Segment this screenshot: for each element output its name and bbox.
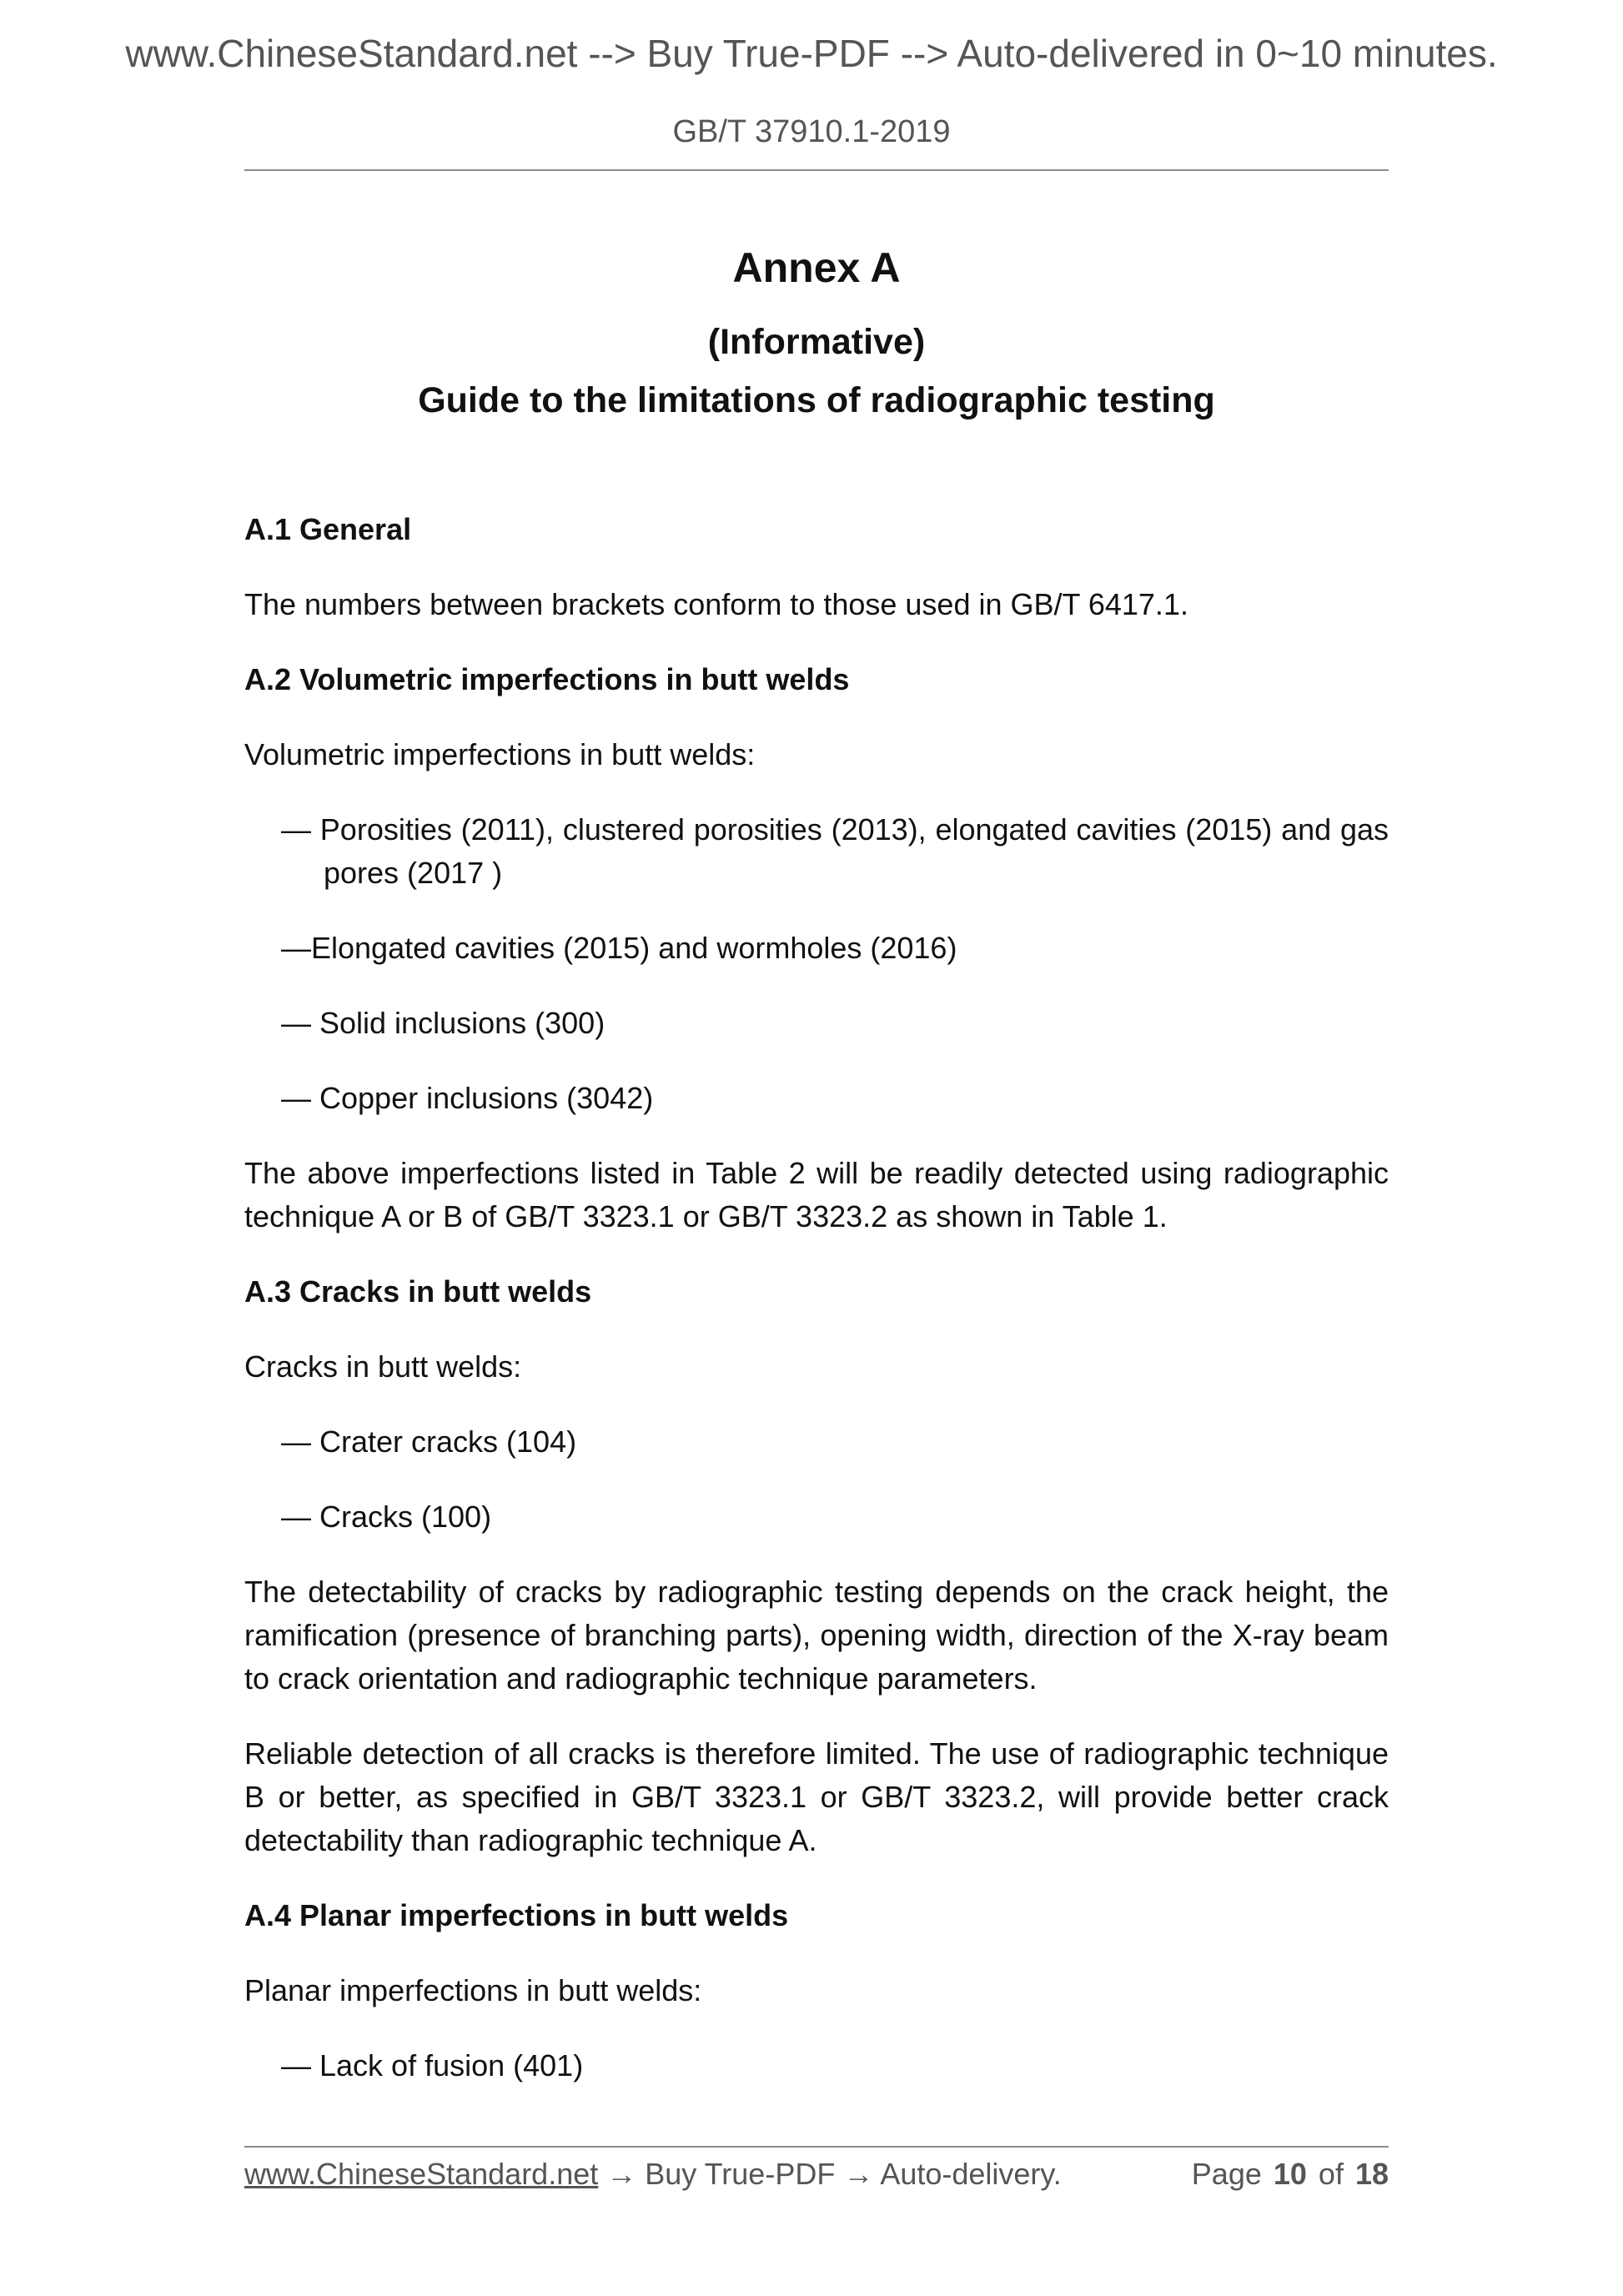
content bbox=[244, 508, 1389, 2088]
list-item: — Crater cracks (104) bbox=[281, 1424, 577, 1459]
annex-subtitle: Guide to the limitations of radiographic testing bbox=[418, 379, 1215, 420]
page-indicator bbox=[1192, 2156, 1389, 2192]
section-heading: A.1 General bbox=[244, 511, 412, 546]
doc-number: GB/T 37910.1-2019 bbox=[672, 113, 951, 149]
paragraph: The detectability of cracks by radiographic testing depends on the crack height, the ramification (presence of branching parts), opening width, direction of the X-ray beam to crack orientation and radiographic technique parameters. bbox=[244, 1574, 1389, 1696]
paragraph: The above imperfections listed in Table 2 will be readily detected using radiographic technique A or B of GB/T 3323.1 or GB/T 3323.2 as shown in Table 1. bbox=[244, 1155, 1389, 1233]
section-heading: A.3 Cracks in butt welds bbox=[244, 1274, 592, 1309]
footer-row bbox=[244, 2156, 1389, 2192]
annex-title: Annex A bbox=[732, 244, 901, 291]
footer bbox=[244, 2146, 1389, 2192]
footer-site-link[interactable]: www.ChineseStandard.net bbox=[244, 2157, 599, 2191]
list-item: —Elongated cavities (2015) and wormholes (2016) bbox=[281, 930, 957, 965]
page-total-number: 18 bbox=[1354, 2157, 1389, 2191]
page-label: Page bbox=[1191, 2157, 1262, 2191]
section-heading: A.2 Volumetric imperfections in butt welds bbox=[244, 661, 850, 696]
header-tagline: www.ChineseStandard.net --> Buy True-PDF --> Auto-delivered in 0~10 minutes. bbox=[125, 32, 1498, 75]
page-current-number: 10 bbox=[1273, 2157, 1307, 2191]
list-item: — Lack of fusion (401) bbox=[281, 2047, 584, 2082]
list-item: — Copper inclusions (3042) bbox=[281, 1080, 654, 1115]
footer-tagline: → Buy True-PDF → Auto-delivery. bbox=[598, 2157, 1062, 2191]
paragraph: Planar imperfections in butt welds: bbox=[244, 1972, 702, 2007]
footer-left bbox=[244, 2156, 1062, 2192]
list-item: — Cracks (100) bbox=[281, 1499, 492, 1534]
paragraph: Reliable detection of all cracks is therefore limited. The use of radiographic technique B or better, as specified in GB/T 3323.1 or GB/T 3323.2, will provide better crack detectability than radiographic technique A. bbox=[244, 1736, 1389, 1857]
list-item: — Porosities (2011), clustered porosities (2013), elongated cavities (2015) and gas pores (2017 ) bbox=[281, 811, 1389, 890]
section-heading: A.4 Planar imperfections in butt welds bbox=[244, 1897, 789, 1932]
of-label: of bbox=[1318, 2157, 1344, 2191]
header-divider bbox=[244, 169, 1389, 171]
annex-informative-label: (Informative) bbox=[707, 322, 926, 363]
list-item: — Solid inclusions (300) bbox=[281, 1005, 605, 1040]
paragraph: The numbers between brackets conform to those used in GB/T 6417.1. bbox=[244, 586, 1188, 621]
paragraph: Volumetric imperfections in butt welds: bbox=[244, 736, 756, 771]
paragraph: Cracks in butt welds: bbox=[244, 1349, 522, 1384]
